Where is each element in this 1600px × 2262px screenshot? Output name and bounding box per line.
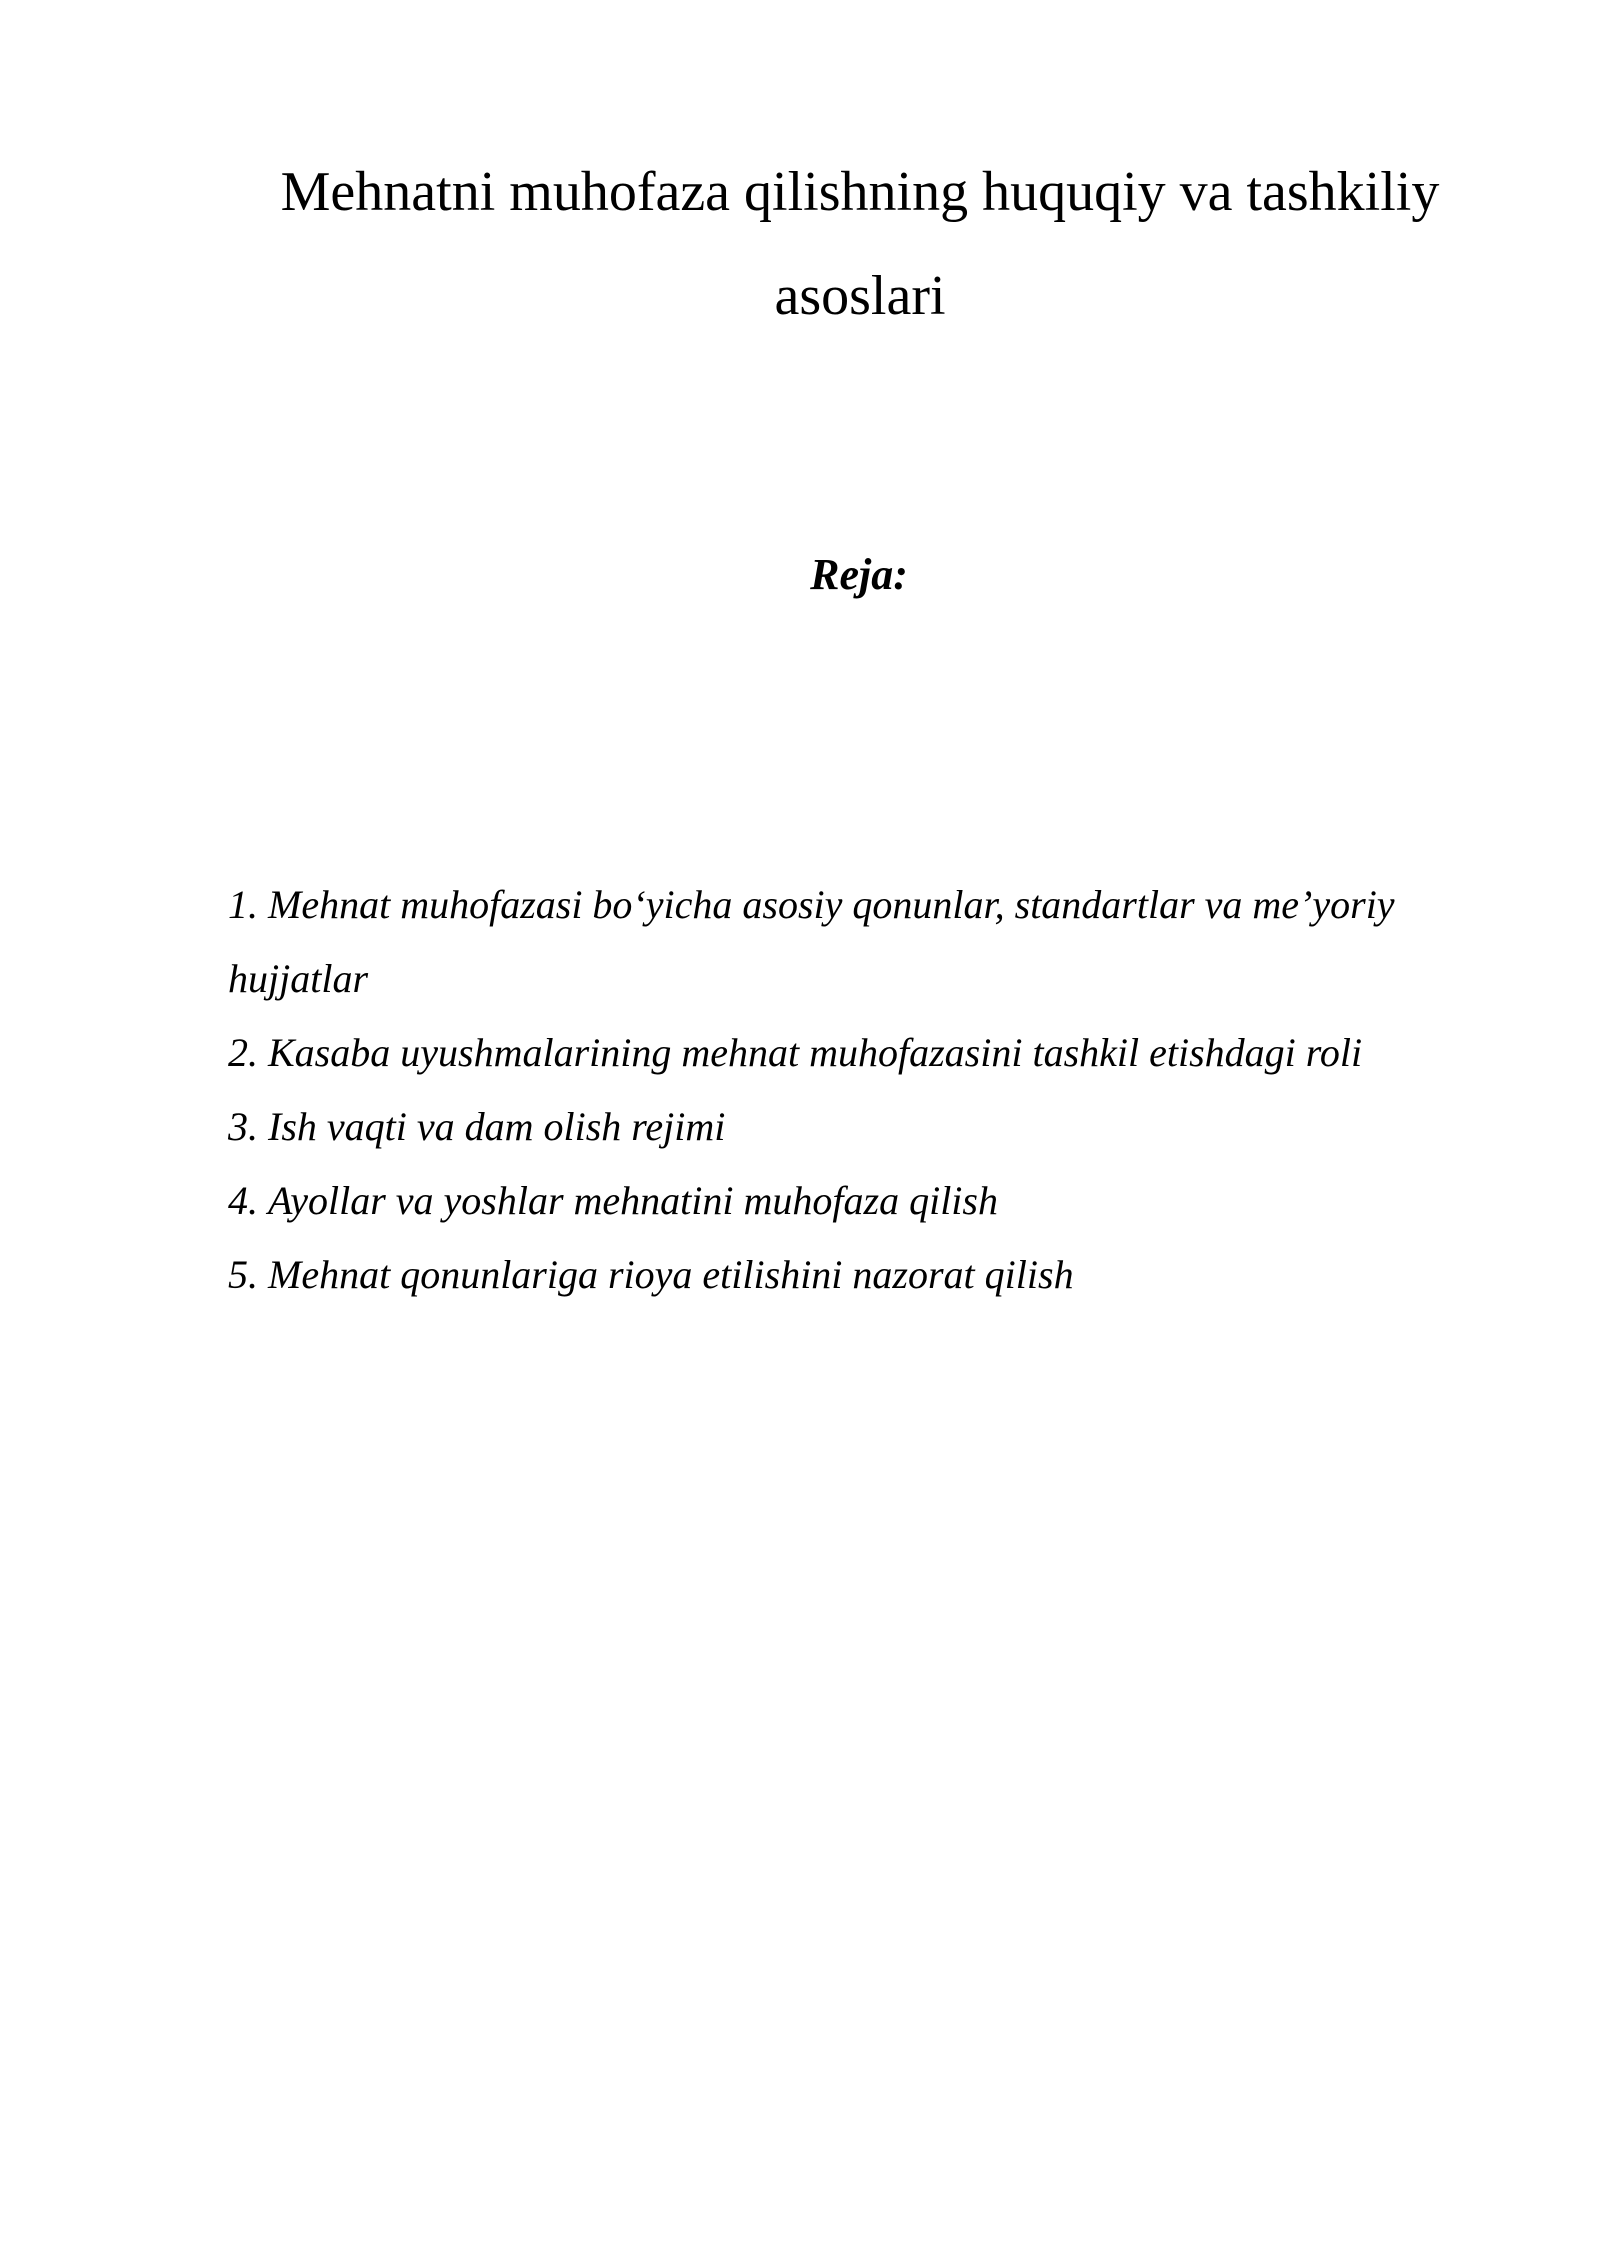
plan-item-number: 5. xyxy=(228,1252,258,1297)
plan-item-number: 2. xyxy=(228,1030,258,1075)
plan-item xyxy=(228,1090,1528,1164)
plan-item-number: 4. xyxy=(228,1178,258,1223)
plan-item xyxy=(228,868,1528,1016)
plan-item-text: Mehnat muhofazasi bo‘yicha asosiy qonunlar, standartlar va me’yoriy hujjatlar xyxy=(228,882,1395,1001)
plan-item-text: Mehnat qonunlariga rioya etilishini nazorat qilish xyxy=(268,1252,1074,1297)
plan-item-text: Kasaba uyushmalarining mehnat muhofazasini tashkil etishdagi roli xyxy=(268,1030,1363,1075)
document-title: Mehnatni muhofaza qilishning huquqiy va tashkiliy asoslari xyxy=(280,161,1440,327)
plan-item-number: 1. xyxy=(228,882,258,927)
plan-item xyxy=(228,1238,1528,1312)
plan-list xyxy=(228,868,1528,1312)
plan-item-text: Ayollar va yoshlar mehnatini muhofaza qilish xyxy=(268,1178,998,1223)
plan-item xyxy=(228,1164,1528,1238)
plan-item-number: 3. xyxy=(228,1104,258,1149)
plan-item xyxy=(228,1016,1528,1090)
plan-heading: Reja: xyxy=(810,550,908,599)
plan-item-text: Ish vaqti va dam olish rejimi xyxy=(268,1104,726,1149)
